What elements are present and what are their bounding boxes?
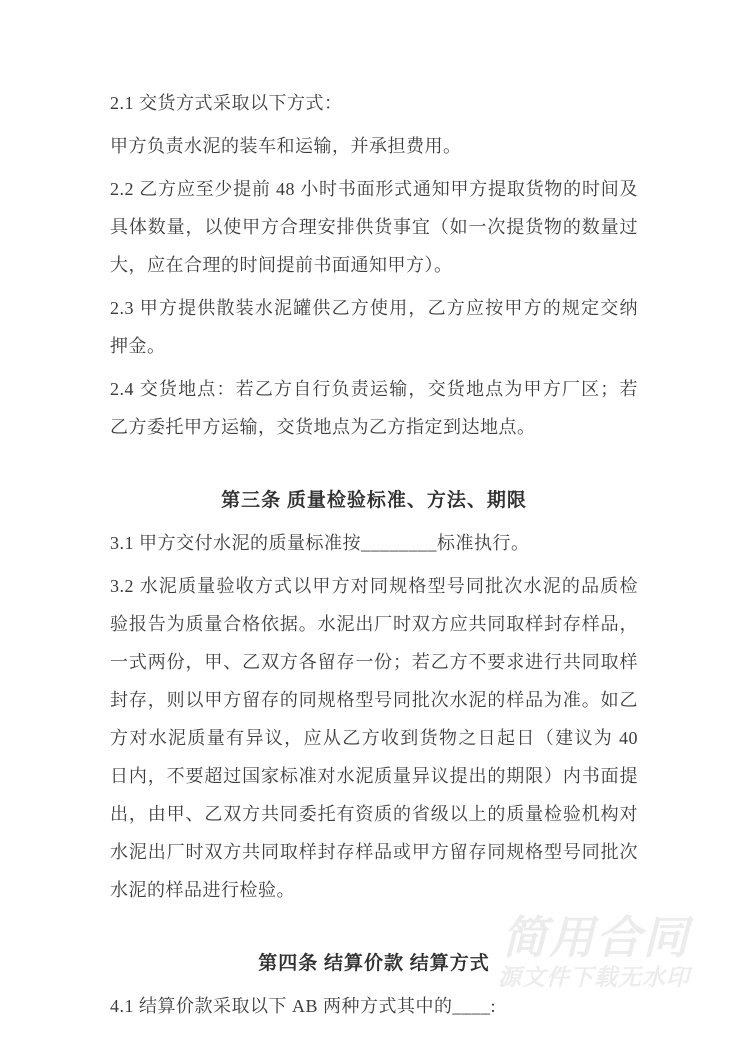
contract-body: [110, 84, 638, 1030]
section-3-heading: 第三条 质量检验标准、方法、期限: [221, 490, 527, 511]
clause-2-3: 2.3 甲方提供散装水泥罐供乙方使用，乙方应按甲方的规定交纳押金。: [110, 298, 638, 356]
clause-2-1-detail: 甲方负责水泥的装车和运输，并承担费用。: [110, 136, 462, 156]
clause-3-1: 3.1 甲方交付水泥的质量标准按________标准执行。: [110, 533, 530, 553]
watermark-subtitle-text: 源文件下载无水印: [498, 964, 690, 990]
watermark-logo-text: 简用合同: [501, 912, 690, 963]
clause-2-1: 2.1 交货方式采取以下方式：: [110, 93, 343, 113]
clause-2-2: 2.2 乙方应至少提前 48 小时书面形式通知甲方提取货物的时间及具体数量，以使甲方合理安排供货事宜（如一次提货物的数量过大，应在合理的时间提前书面通知甲方）。: [110, 179, 638, 275]
clause-3-2: 3.2 水泥质量验收方式以甲方对同规格型号同批次水泥的品质检验报告为质量合格依据。水泥出厂时双方应共同取样封存样品，一式两份，甲、乙双方各留存一份；若乙方不要求进行共同取样封存，则以甲方留存的同规格型号同批次水泥的样品为准。如乙方对水泥质量有异议，应从乙方收到货物之日起日（建议为 40 日内，不要超过国家标准对水泥质量异议提出的期限）内书面提出，由甲、乙双方共同委托有资质的省级以上的质量检验机构对水泥出厂时双方共同取样封存样品或甲方留存同规格型号同批次水泥的样品进行检验。: [110, 576, 638, 900]
clause-2-4: 2.4 交货地点：若乙方自行负责运输，交货地点为甲方厂区；若乙方委托甲方运输，交货地点为乙方指定到达地点。: [110, 379, 638, 437]
clause-4-1: 4.1 结算价款采取以下 AB 两种方式其中的____:: [110, 996, 497, 1016]
section-4-heading: 第四条 结算价款 结算方式: [258, 953, 490, 974]
